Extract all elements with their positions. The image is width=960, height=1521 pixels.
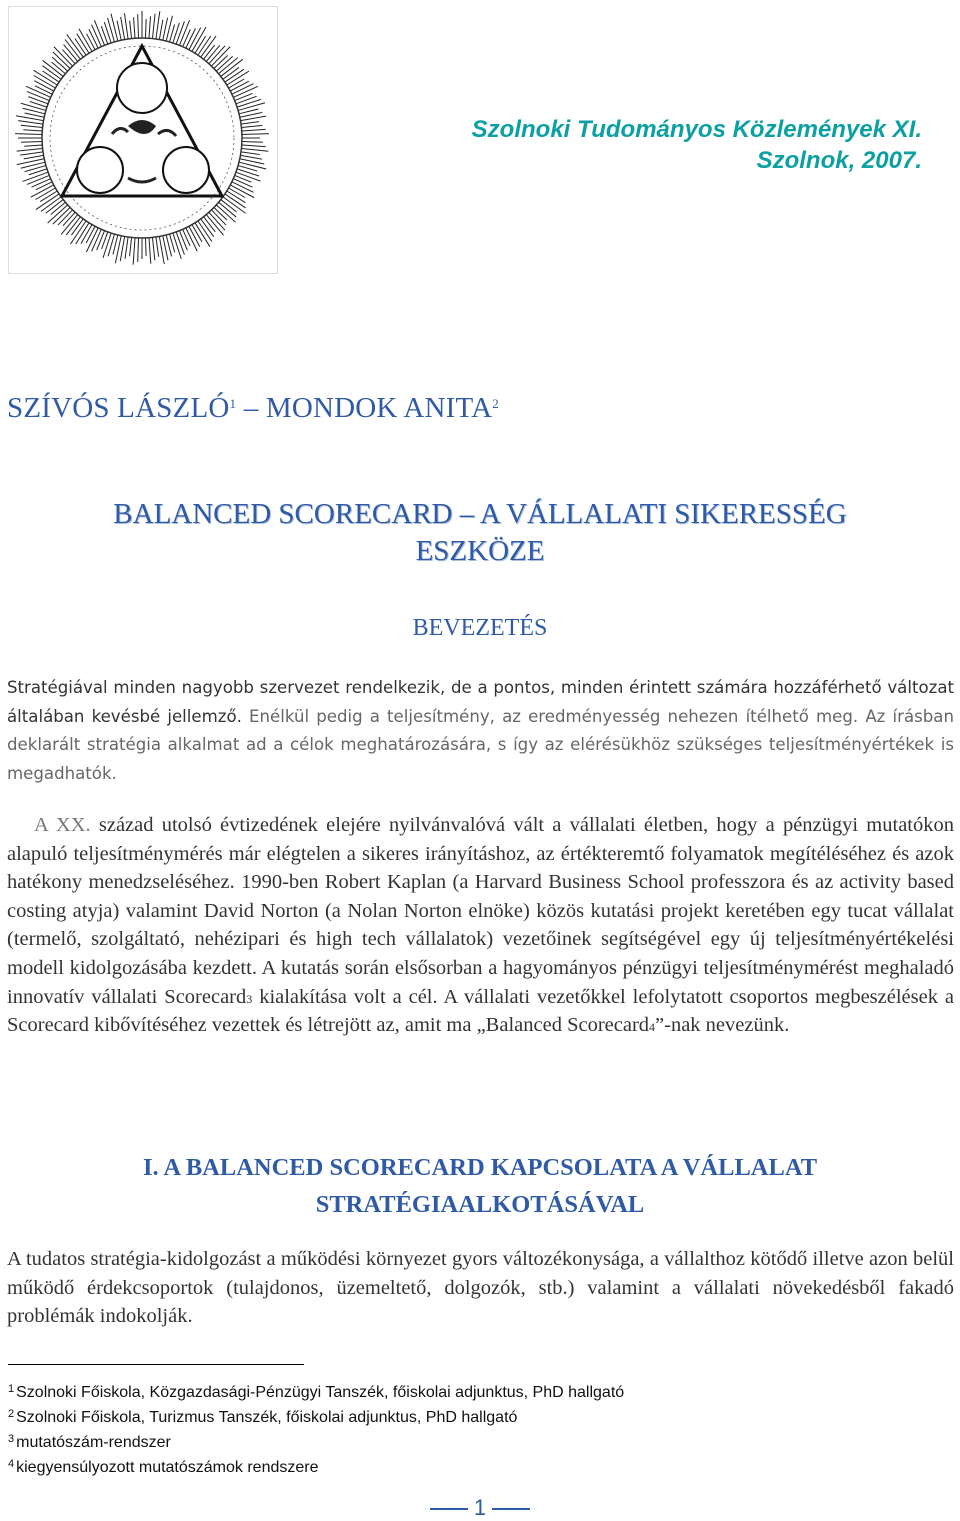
intro-sentence-1: Stratégiával minden nagyobb szervezet rendelkezik, de a pontos, minden érintett számára hozzáférhető változat általában kevésbé jellemző. [7, 678, 954, 726]
intro-heading: BEVEZETÉS [412, 615, 548, 641]
footnote-4-number: 4 [8, 1458, 15, 1470]
footnote-1-number: 1 [8, 1383, 15, 1395]
footnote-1-text: Szolnoki Főiskola, Közgazdasági-Pénzügyi Tanszék, főiskolai adjunktus, PhD hallgató [16, 1384, 625, 1401]
history-part-c: kialakítása volt a cél. A vállalati vezetőkkel lefolytatott csoportos megbeszélések a Scorecard kibővítéséhez vezettek és létrejött az, amit ma „Balanced Scorecard [7, 985, 954, 1037]
intro-sentence-2: Enélkül pedig a teljesítmény, az eredményesség nehezen ítélhető meg. [241, 706, 859, 726]
journal-name: Szolnoki Tudományos Közlemények XI. [471, 116, 922, 143]
author-2-ref: 2 [492, 396, 499, 411]
footnote-ref-3: 3 [246, 991, 253, 1006]
page-number-left-dash [430, 1508, 468, 1510]
article-title-line1: BALANCED SCORECARD – A VÁLLALATI SIKERESSÉG [113, 498, 847, 530]
page-number-right-dash [492, 1508, 530, 1510]
footnote-2-number: 2 [8, 1408, 15, 1420]
footnote-separator [8, 1364, 304, 1365]
history-part-a: A XX. [34, 814, 91, 836]
authors-line [7, 392, 499, 425]
section-1-paragraph: A tudatos stratégia-kidolgozást a működési környezet gyors változékonysága, a vállalthoz kötődő illetve azon belül működő érdekcsoportok (tulajdonos, üzemeltető, dolgozók, stb.) valamint a vállalati növekedésből fakadó problémák indokolják. [7, 1248, 954, 1328]
logo-emblem-graphic [8, 6, 278, 274]
article-title-line2: ESZKÖZE [415, 535, 545, 567]
article-title [0, 496, 960, 570]
author-separator: – [243, 392, 259, 424]
footnote-ref-4: 4 [649, 1020, 656, 1035]
page-number-value: 1 [473, 1495, 487, 1520]
footnote-3-number: 3 [8, 1433, 15, 1445]
author-1: SZÍVÓS LÁSZLÓ [7, 392, 230, 424]
history-part-d: ”-nak nevezünk. [655, 1014, 790, 1037]
author-2: MONDOK ANITA [265, 392, 493, 424]
history-paragraph [7, 811, 954, 1040]
journal-logo [8, 6, 278, 274]
footnote-3 [8, 1430, 908, 1455]
footnote-2-text: Szolnoki Főiskola, Turizmus Tanszék, főiskolai adjunktus, PhD hallgató [16, 1409, 518, 1426]
history-part-b: század utolsó évtizedének elejére nyilvánvalóvá vált a vállalati életben, hogy a pénzügyi mutatókon alapuló teljesítménymérés már elégtelen a sikeres irányításhoz, az értékteremtő folyamatok megítéléséhez és azok hatékony menedzseléséhez. 1990-ben Robert Kaplan (a Harvard Business School professzora és az activity based costing atyja) valamint David Norton (a Nolan Norton elnöke) közös kutatási projekt keretében egy tucat vállalat (termelő, szolgáltató, nehézipari és high tech vállalatok) vezetőinek segítségével egy új teljesítményértékelési modell kidolgozásába kezdett. A kutatás során elsősorban a hagyományos pénzügyi teljesítménymérést meghaladó innovatív vállalati Scorecard [7, 814, 954, 1008]
footnote-4-text: kiegyensúlyozott mutatószámok rendszere [16, 1459, 319, 1476]
journal-place-year: Szolnok, 2007. [756, 147, 922, 174]
footnote-1 [8, 1380, 908, 1405]
footnote-2 [8, 1405, 908, 1430]
page-number [0, 1495, 960, 1521]
section-1-heading-line2: STRATÉGIAALKOTÁSÁVAL [315, 1191, 645, 1218]
author-1-ref: 1 [229, 396, 237, 411]
section-1-heading-line1: I. A BALANCED SCORECARD KAPCSOLATA A VÁLLALAT [142, 1154, 818, 1181]
section-1-heading [0, 1149, 960, 1223]
footnotes [8, 1380, 908, 1480]
intro-paragraph [7, 674, 954, 788]
journal-header [472, 114, 922, 176]
intro-sentence-3: Az írásban deklarált stratégia alkalmat ad a célok meghatározására, s így az elérésükhöz szükséges teljesítményértékek is megadhatók. [7, 706, 954, 783]
footnote-3-text: mutatószám-rendszer [16, 1434, 171, 1451]
footnote-4 [8, 1455, 908, 1480]
